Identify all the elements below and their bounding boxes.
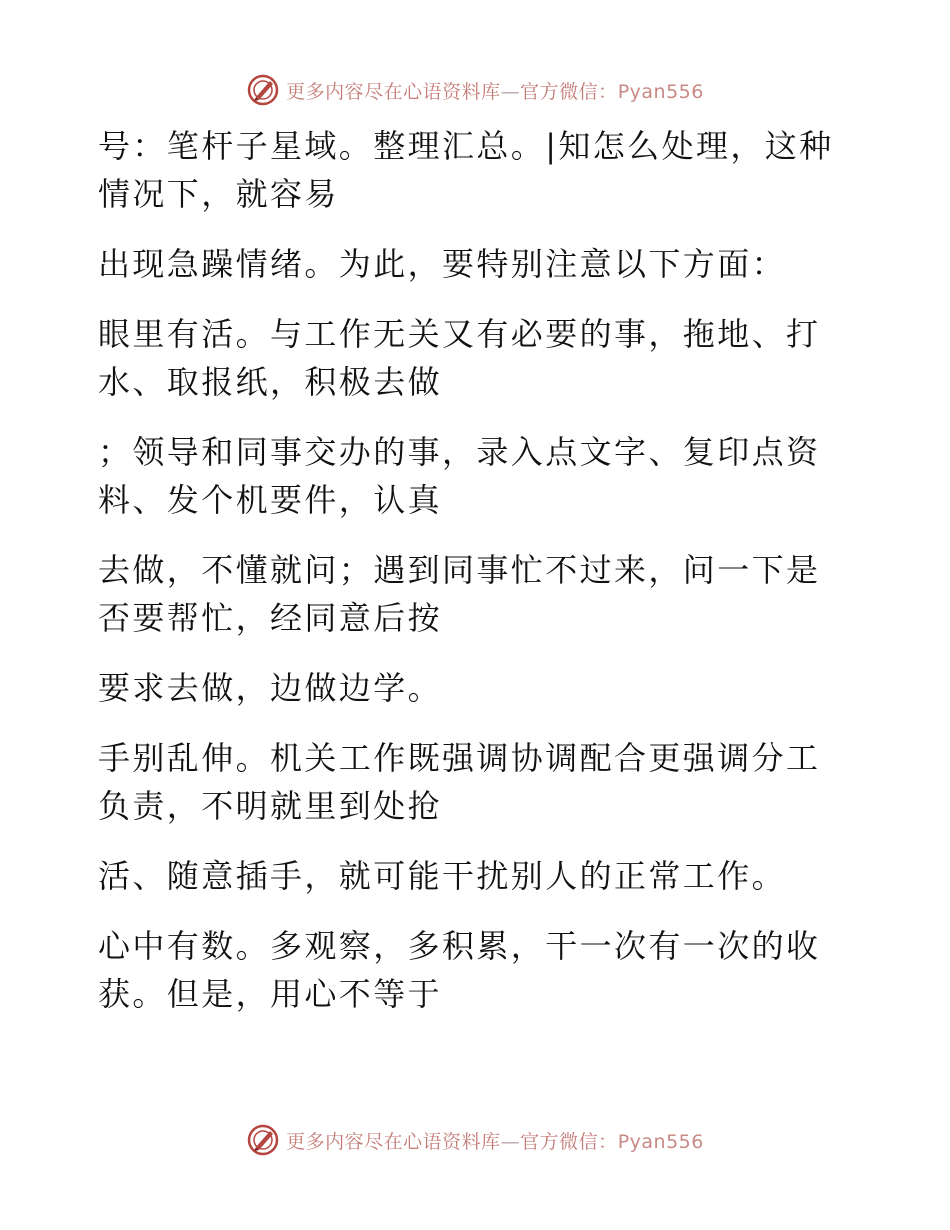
watermark-footer <box>0 1120 950 1160</box>
document-body <box>98 122 838 1040</box>
watermark-main-text: 更多内容尽在心语资料库 <box>286 1130 501 1153</box>
text-line: 料、发个机要件，认真 <box>98 481 443 519</box>
text-line: 号：笔杆子星域。整理汇总。|知怎么处理，这种 <box>98 127 834 165</box>
text-line: 去做，不懂就问；遇到同事忙不过来，问一下是 <box>98 551 821 589</box>
watermark-separator: — <box>500 80 521 103</box>
watermark-wechat-id: Pyan556 <box>617 80 704 103</box>
text-line: 出现急躁情绪。为此，要特别注意以下方面： <box>98 245 787 283</box>
pen-logo-icon <box>246 73 280 107</box>
paragraph-5 <box>98 546 838 642</box>
paragraph-2 <box>98 240 838 288</box>
text-line: 眼里有活。与工作无关又有必要的事，拖地、打 <box>98 315 821 353</box>
watermark-separator: — <box>500 1130 521 1153</box>
watermark-main-text: 更多内容尽在心语资料库 <box>286 80 501 103</box>
text-line: 情况下，就容易 <box>98 175 339 213</box>
text-line: 心中有数。多观察，多积累，干一次有一次的收 <box>98 927 821 965</box>
text-line: 水、取报纸，积极去做 <box>98 363 443 401</box>
text-line: 要求去做，边做边学。 <box>98 669 443 707</box>
text-line: ；领导和同事交办的事，录入点文字、复印点资 <box>98 433 821 471</box>
watermark-wechat-id: Pyan556 <box>617 1130 704 1153</box>
watermark-official-label: 官方微信： <box>520 1130 618 1153</box>
paragraph-8 <box>98 852 838 900</box>
text-line: 否要帮忙，经同意后按 <box>98 599 443 637</box>
pen-logo-icon <box>246 1123 280 1157</box>
text-line: 手别乱伸。机关工作既强调协调配合更强调分工 <box>98 739 821 777</box>
watermark-header <box>0 70 950 110</box>
watermark-official-label: 官方微信： <box>520 80 618 103</box>
paragraph-4 <box>98 428 838 524</box>
paragraph-1 <box>98 122 838 218</box>
paragraph-9 <box>98 922 838 1018</box>
paragraph-6 <box>98 664 838 712</box>
text-line: 负责，不明就里到处抢 <box>98 787 443 825</box>
paragraph-7 <box>98 734 838 830</box>
text-line: 获。但是，用心不等于 <box>98 975 443 1013</box>
paragraph-3 <box>98 310 838 406</box>
text-line: 活、随意插手，就可能干扰别人的正常工作。 <box>98 857 787 895</box>
